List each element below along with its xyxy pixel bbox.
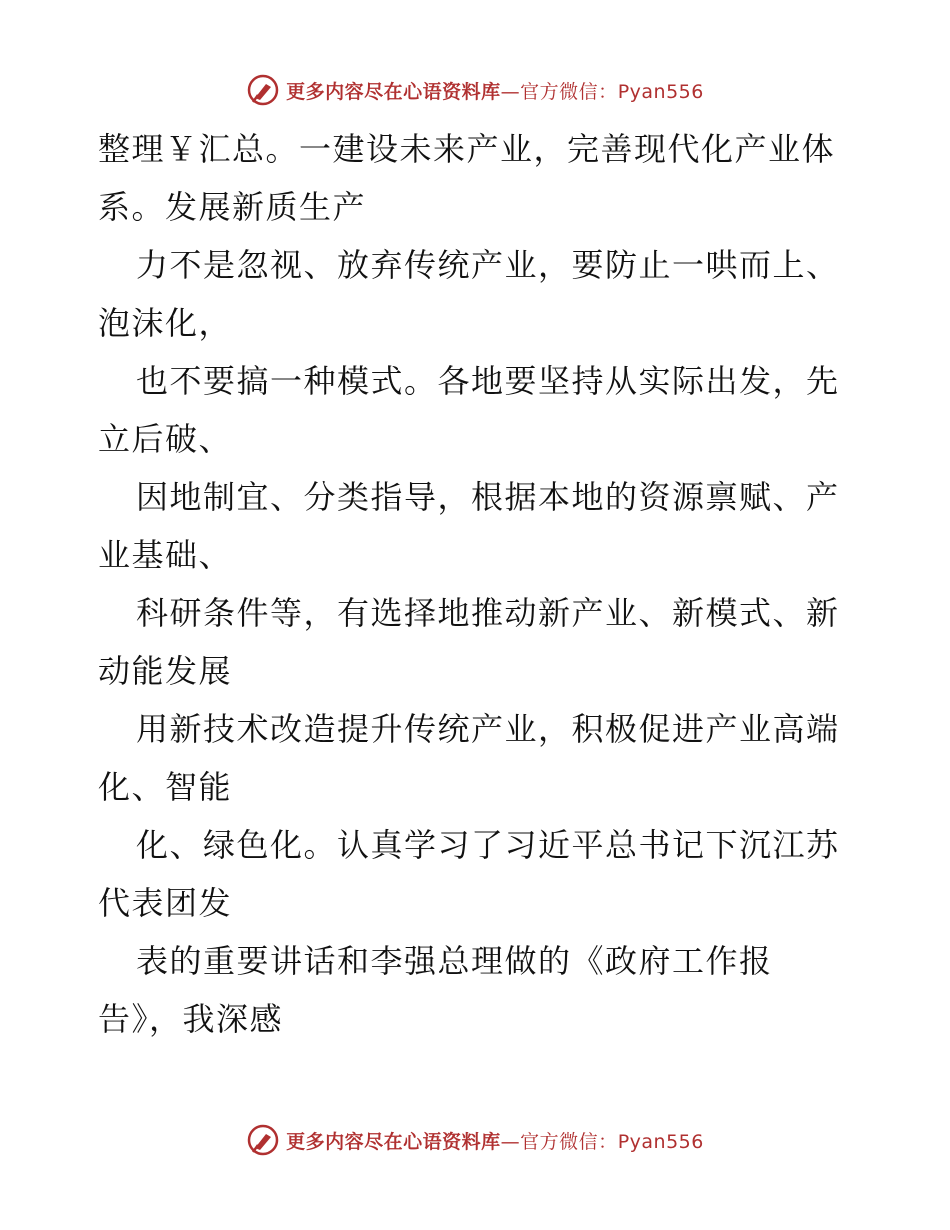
footer-banner bbox=[0, 1120, 950, 1160]
banner-wechat-label: 官方微信： bbox=[520, 1130, 618, 1153]
text-line: 泡沫化， bbox=[98, 304, 233, 342]
text-line: 系。发展新质生产 bbox=[98, 188, 367, 226]
text-line: 化、绿色化。认真学习了习近平总书记下沉江苏 bbox=[136, 826, 840, 864]
text-line: 科研条件等，有选择地推动新产业、新模式、新 bbox=[136, 594, 840, 632]
banner-site-name: 更多内容尽在心语资料库 bbox=[286, 80, 501, 103]
header-banner bbox=[0, 70, 950, 110]
pen-nib-logo-icon bbox=[246, 1123, 280, 1157]
text-line: 也不要搞一种模式。各地要坚持从实际出发，先 bbox=[136, 362, 840, 400]
text-line: 业基础、 bbox=[98, 536, 233, 574]
text-line: 因地制宜、分类指导，根据本地的资源禀赋、产 bbox=[136, 478, 840, 516]
text-line: 代表团发 bbox=[98, 884, 233, 922]
text-line: 化、智能 bbox=[98, 768, 233, 806]
text-line: 立后破、 bbox=[98, 420, 233, 458]
pen-nib-logo-icon bbox=[246, 73, 280, 107]
banner-wechat-id: Pyan556 bbox=[617, 80, 704, 103]
text-line: 告》，我深感 bbox=[98, 1000, 284, 1038]
banner-dash: — bbox=[500, 80, 521, 103]
document-body bbox=[98, 120, 858, 1048]
text-line: 动能发展 bbox=[98, 652, 233, 690]
banner-wechat-label: 官方微信： bbox=[520, 80, 618, 103]
text-line: 整理￥汇总。一建设未来产业，完善现代化产业体 bbox=[98, 130, 836, 168]
text-line: 用新技术改造提升传统产业，积极促进产业高端 bbox=[136, 710, 840, 748]
banner-wechat-id: Pyan556 bbox=[617, 1130, 704, 1153]
banner-text bbox=[286, 77, 704, 104]
banner-text bbox=[286, 1127, 704, 1154]
banner-dash: — bbox=[500, 1130, 521, 1153]
banner-site-name: 更多内容尽在心语资料库 bbox=[286, 1130, 501, 1153]
text-line: 表的重要讲话和李强总理做的《政府工作报 bbox=[136, 942, 773, 980]
text-line: 力不是忽视、放弃传统产业，要防止一哄而上、 bbox=[136, 246, 840, 284]
